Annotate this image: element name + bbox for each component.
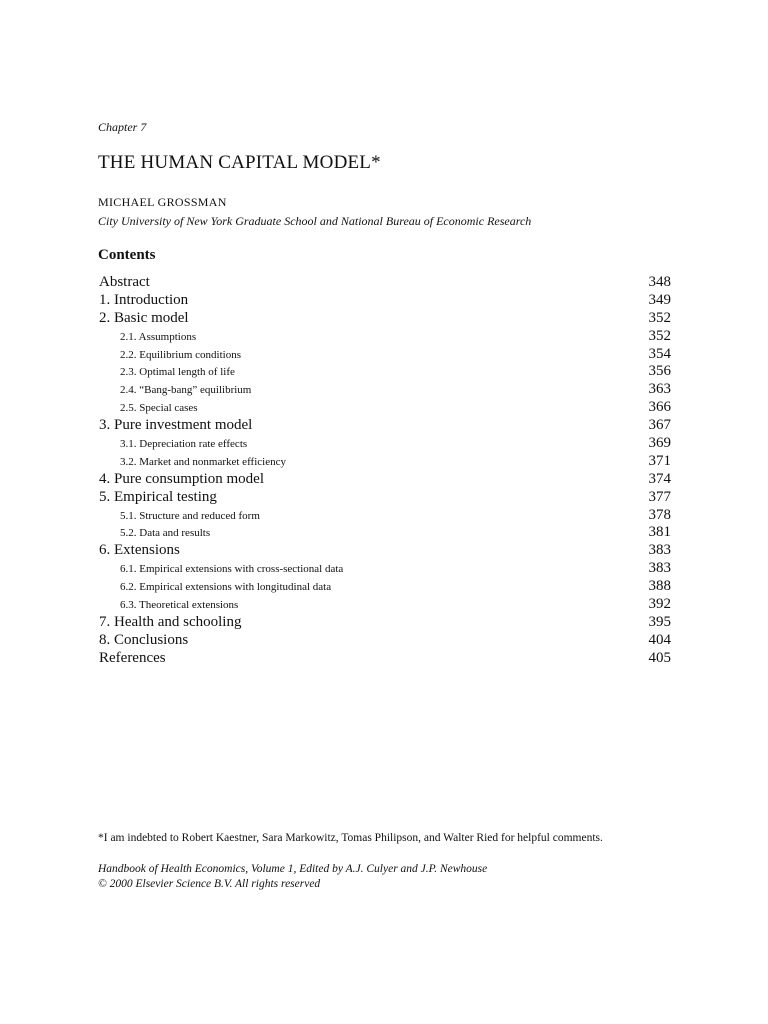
toc-entry-label: 2.1. Assumptions: [120, 330, 197, 343]
toc-entry-page: 363: [648, 381, 671, 398]
toc-entry-page: 374: [648, 470, 671, 487]
toc-entry-label: 3.2. Market and nonmarket efficiency: [120, 455, 286, 468]
toc-entry-page: 356: [648, 363, 671, 380]
toc-entry-page: 352: [648, 309, 671, 326]
toc-entry-label: 7. Health and schooling: [99, 613, 242, 630]
toc-entry-label: 2.3. Optimal length of life: [120, 366, 235, 379]
toc-entry: [0, 632, 768, 650]
toc-entry-label: 5.2. Data and results: [120, 527, 211, 540]
toc-entry-page: 377: [648, 488, 671, 505]
toc-entry: [0, 524, 768, 542]
toc-entry: [0, 471, 768, 489]
toc-entry: [0, 489, 768, 507]
table-of-contents: [0, 274, 768, 668]
source-citation: Handbook of Health Economics, Volume 1, Edited by A.J. Culyer and J.P. Newhouse: [98, 863, 488, 875]
toc-entry: [0, 614, 768, 632]
toc-entry-label: References: [99, 649, 166, 666]
toc-entry-page: 349: [648, 291, 671, 308]
toc-entry-page: 354: [648, 345, 671, 362]
toc-entry-page: 352: [648, 327, 671, 344]
toc-entry-label: 6. Extensions: [99, 542, 180, 559]
toc-entry-label: 2.5. Special cases: [120, 402, 198, 415]
toc-entry-label: 6.2. Empirical extensions with longitudinal data: [120, 581, 332, 594]
toc-entry: [0, 650, 768, 668]
toc-entry-page: 383: [648, 542, 671, 559]
toc-entry: [0, 596, 768, 614]
author-affiliation: City University of New York Graduate School and National Bureau of Economic Research: [98, 214, 532, 228]
toc-entry-label: Abstract: [99, 274, 150, 290]
toc-entry: [0, 274, 768, 292]
toc-entry-label: 5. Empirical testing: [99, 488, 217, 505]
toc-entry-label: 8. Conclusions: [99, 631, 189, 648]
toc-entry-page: 369: [648, 435, 671, 452]
toc-entry: [0, 435, 768, 453]
toc-entry-label: 1. Introduction: [99, 291, 189, 308]
toc-entry: [0, 542, 768, 560]
chapter-label: Chapter 7: [98, 120, 147, 134]
toc-entry: [0, 381, 768, 399]
copyright-notice: © 2000 Elsevier Science B.V. All rights reserved: [98, 878, 321, 890]
toc-entry-label: 2. Basic model: [99, 309, 189, 326]
footnote: *I am indebted to Robert Kaestner, Sara Markowitz, Tomas Philipson, and Walter Ried for helpful comments.: [98, 832, 603, 844]
toc-entry: [0, 310, 768, 328]
toc-entry: [0, 363, 768, 381]
toc-entry-page: 388: [648, 578, 671, 595]
toc-entry-label: 2.2. Equilibrium conditions: [120, 348, 241, 361]
toc-entry-label: 6.3. Theoretical extensions: [120, 599, 239, 612]
chapter-title: THE HUMAN CAPITAL MODEL*: [98, 152, 381, 173]
toc-entry-page: 405: [648, 649, 671, 666]
toc-entry-label: 3.1. Depreciation rate effects: [120, 438, 248, 451]
toc-entry-page: 348: [648, 274, 671, 290]
toc-entry-label: 4. Pure consumption model: [99, 470, 264, 487]
toc-entry: [0, 292, 768, 310]
toc-entry-page: 383: [648, 560, 671, 577]
toc-entry-page: 366: [648, 399, 671, 416]
toc-entry-label: 5.1. Structure and reduced form: [120, 509, 260, 522]
toc-entry: [0, 328, 768, 346]
toc-entry-page: 381: [648, 524, 671, 541]
toc-entry: [0, 399, 768, 417]
toc-entry-page: 378: [648, 506, 671, 523]
contents-heading: Contents: [98, 247, 156, 263]
toc-entry: [0, 346, 768, 364]
toc-entry: [0, 560, 768, 578]
toc-entry-page: 367: [648, 417, 671, 434]
toc-entry: [0, 453, 768, 471]
toc-entry-label: 3. Pure investment model: [99, 417, 253, 434]
toc-entry-page: 395: [648, 613, 671, 630]
toc-entry-label: 2.4. “Bang-bang” equilibrium: [120, 384, 252, 397]
toc-entry: [0, 507, 768, 525]
author-name: MICHAEL GROSSMAN: [98, 195, 227, 209]
toc-entry-label: 6.1. Empirical extensions with cross-sectional data: [120, 563, 344, 576]
toc-entry: [0, 417, 768, 435]
toc-entry-page: 404: [648, 631, 671, 648]
toc-entry-page: 392: [648, 596, 671, 613]
toc-entry-page: 371: [648, 452, 671, 469]
toc-entry: [0, 578, 768, 596]
